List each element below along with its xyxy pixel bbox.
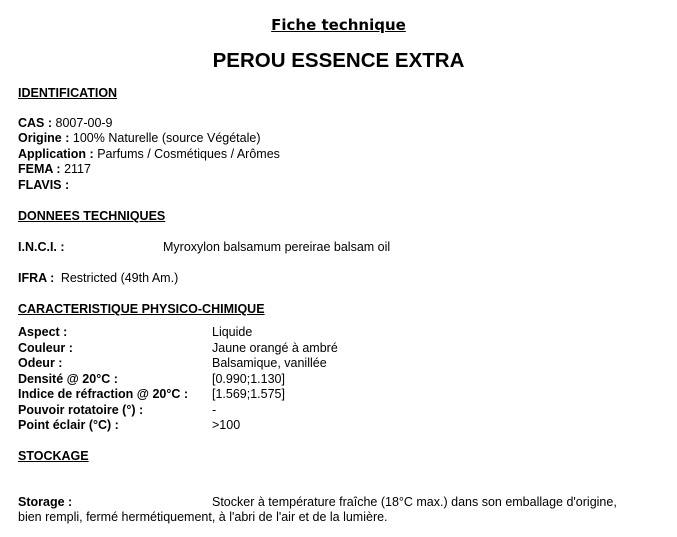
fema-line xyxy=(18,162,91,176)
cas-value: 8007-00-9 xyxy=(55,116,113,130)
flavis-line xyxy=(18,178,69,192)
pouvoir-rotatoire-label: Pouvoir rotatoire (°) : xyxy=(18,403,144,417)
refraction-value: [1.569;1.575] xyxy=(212,387,285,401)
couleur-value: Jaune orangé à ambré xyxy=(212,341,338,355)
section-heading-physico-chimique: CARACTERISTIQUE PHYSICO-CHIMIQUE xyxy=(18,302,265,316)
odeur-value: Balsamique, vanillée xyxy=(212,356,327,370)
section-heading-stockage: STOCKAGE xyxy=(18,449,89,463)
origine-label: Origine : xyxy=(18,131,70,145)
aspect-label: Aspect : xyxy=(18,325,68,339)
pouvoir-rotatoire-value: - xyxy=(212,403,217,417)
fema-value: 2117 xyxy=(64,162,91,176)
storage-label: Storage : xyxy=(18,495,73,509)
odeur-label: Odeur : xyxy=(18,356,63,370)
application-label: Application : xyxy=(18,147,94,161)
cas-label: CAS : xyxy=(18,116,53,130)
document-type-title: Fiche technique xyxy=(271,16,406,34)
densite-value: [0.990;1.130] xyxy=(212,372,285,386)
inci-label: I.N.C.I. : xyxy=(18,240,65,254)
ifra-line xyxy=(18,271,178,285)
storage-text-line2: bien rempli, fermé hermétiquement, à l'abri de l'air et de la lumière. xyxy=(18,510,388,524)
aspect-value: Liquide xyxy=(212,325,253,339)
origine-value: 100% Naturelle (source Végétale) xyxy=(72,131,261,145)
storage-text-line1: Stocker à température fraîche (18°C max.) dans son emballage d'origine, xyxy=(212,495,617,509)
section-heading-donnees-techniques: DONNEES TECHNIQUES xyxy=(18,209,166,223)
inci-value: Myroxylon balsamum pereirae balsam oil xyxy=(163,240,391,254)
ifra-value: Restricted (49th Am.) xyxy=(60,271,179,285)
application-value: Parfums / Cosmétiques / Arômes xyxy=(97,147,280,161)
fema-label: FEMA : xyxy=(18,162,61,176)
product-name-title: PEROU ESSENCE EXTRA xyxy=(212,49,465,72)
application-line xyxy=(18,147,280,161)
densite-label: Densité @ 20°C : xyxy=(18,372,118,386)
point-eclair-value: >100 xyxy=(212,418,241,432)
cas-line xyxy=(18,116,113,130)
point-eclair-label: Point éclair (°C) : xyxy=(18,418,119,432)
flavis-label: FLAVIS : xyxy=(18,178,70,192)
couleur-label: Couleur : xyxy=(18,341,73,355)
refraction-label: Indice de réfraction @ 20°C : xyxy=(18,387,189,401)
section-heading-identification: IDENTIFICATION xyxy=(18,86,118,100)
origine-line xyxy=(18,131,261,145)
ifra-label: IFRA : xyxy=(18,271,55,285)
